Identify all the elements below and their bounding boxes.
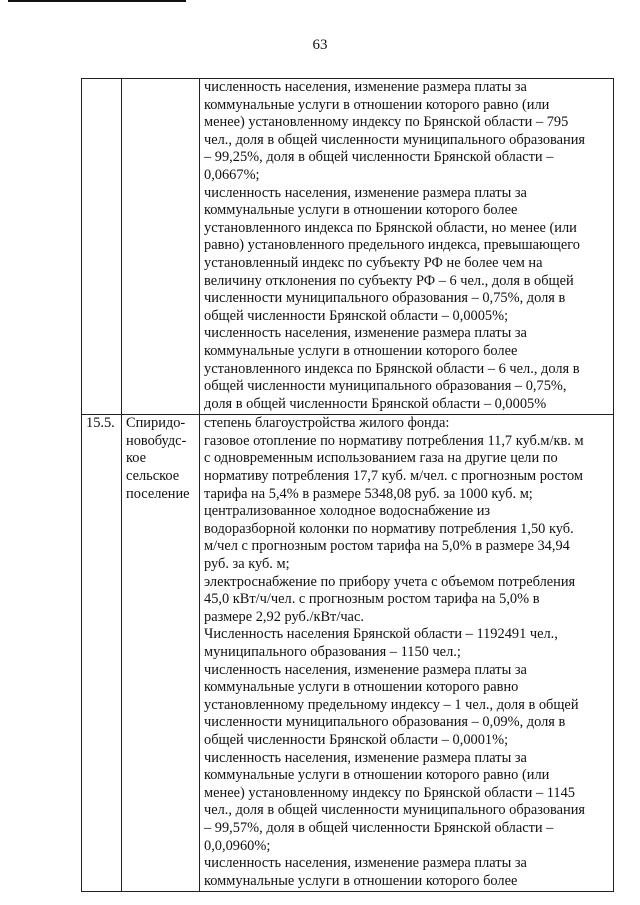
- description-line: менее) установленному индексу по Брянской области – 1145: [204, 784, 575, 801]
- description-line: численность населения, изменение размера платы за: [204, 855, 527, 872]
- municipality-name-cell: [122, 79, 200, 415]
- description-line: чел., доля в общей численности муниципального образования: [204, 802, 586, 819]
- description-line: численности муниципального образования – 0,09%, доля в: [204, 714, 566, 731]
- description-line: тарифа на 5,4% в размере 5348,08 руб. за 1000 куб. м;: [204, 485, 533, 502]
- description-line: величину отклонения по субъекту РФ – 6 чел., доля в общей: [204, 272, 574, 289]
- description-line: установленный индекс по субъекту РФ не более чем на: [204, 254, 543, 271]
- description-line: доля в общей численности Брянской области – 0,0005%: [204, 395, 547, 412]
- description-line: численность населения, изменение размера платы за: [204, 749, 527, 766]
- data-table: [81, 78, 614, 892]
- municipality-name-line: кое: [126, 450, 147, 467]
- row-number: 15.5.: [86, 415, 115, 432]
- table-body: [82, 79, 614, 892]
- description-line: 0,0667%;: [204, 166, 260, 183]
- description-line: коммунальные услуги в отношении которого равно: [204, 679, 519, 696]
- municipality-name-cell: [122, 415, 200, 892]
- description-line: установленному предельному индексу – 1 чел., доля в общей: [204, 696, 579, 713]
- municipality-name-line: сельское: [126, 468, 180, 485]
- description-line: нормативу потребления 17,7 куб. м/чел. с прогнозным ростом: [204, 468, 583, 485]
- description-line: электроснабжение по прибору учета с объемом потребления: [204, 573, 576, 590]
- description-line: общей численности муниципального образования – 0,75%,: [204, 378, 567, 395]
- description-line: коммунальные услуги в отношении которого более: [204, 872, 518, 889]
- description-line: Численность населения Брянской области – 1192491 чел.,: [204, 626, 558, 643]
- description-line: менее) установленному индексу по Брянской области – 795: [204, 114, 569, 131]
- description-line: общей численности Брянской области – 0,0005%;: [204, 307, 509, 324]
- description-cell: [200, 79, 614, 415]
- description-line: 45,0 кВт/ч/чел. с прогнозным ростом тарифа на 5,0% в: [204, 591, 540, 608]
- description-line: коммунальные услуги в отношении которого равно (или: [204, 767, 550, 784]
- description-line: размере 2,92 руб./кВт/час.: [204, 608, 364, 625]
- description-line: – 99,25%, доля в общей численности Брянской области –: [204, 149, 554, 166]
- description-line: численность населения, изменение размера платы за: [204, 661, 527, 678]
- page-number: 63: [312, 37, 328, 53]
- description-line: 0,0,0960%;: [204, 837, 271, 854]
- description-line: водоразборной колонки по нормативу потребления 1,50 куб.: [204, 520, 574, 537]
- description-line: численность населения, изменение размера платы за: [204, 184, 527, 201]
- description-line: м/чел с прогнозным ростом тарифа на 5,0% в размере 34,94: [204, 538, 570, 555]
- description-line: общей численности Брянской области – 0,0001%;: [204, 731, 509, 748]
- row-number-cell: [82, 79, 122, 415]
- table-row: [82, 79, 614, 415]
- municipality-name-line: Спиридо-: [126, 415, 186, 432]
- top-rule: [8, 0, 186, 2]
- municipality-name-line: новобудс-: [126, 432, 187, 449]
- table-row: [82, 415, 614, 892]
- description-line: с одновременным использованием газа на другие цели по: [204, 450, 558, 467]
- description-line: руб. за куб. м;: [204, 556, 290, 573]
- description-line: численность населения, изменение размера платы за: [204, 325, 527, 342]
- description-cell: [200, 415, 614, 892]
- row-number-cell: [82, 415, 122, 892]
- description-line: коммунальные услуги в отношении которого более: [204, 342, 518, 359]
- description-line: равно) установленного предельного индекса, превышающего: [204, 237, 580, 254]
- description-line: численности муниципального образования – 0,75%, доля в: [204, 290, 566, 307]
- description-line: численность населения, изменение размера платы за: [204, 79, 527, 95]
- municipality-name-line: поселение: [126, 485, 190, 502]
- description-line: степень благоустройства жилого фонда:: [204, 415, 450, 432]
- description-line: чел., доля в общей численности муниципального образования: [204, 131, 586, 148]
- description-line: газовое отопление по нормативу потребления 11,7 куб.м/кв. м: [204, 432, 584, 449]
- description-line: коммунальные услуги в отношении которого более: [204, 202, 518, 219]
- description-line: – 99,57%, доля в общей численности Брянской области –: [204, 819, 554, 836]
- description-line: муниципального образования – 1150 чел.;: [204, 644, 461, 660]
- description-line: установленного индекса по Брянской области, но менее (или: [204, 219, 577, 236]
- description-line: установленного индекса по Брянской области – 6 чел., доля в: [204, 360, 580, 377]
- description-line: коммунальные услуги в отношении которого равно (или: [204, 96, 550, 113]
- description-line: централизованное холодное водоснабжение из: [204, 503, 491, 520]
